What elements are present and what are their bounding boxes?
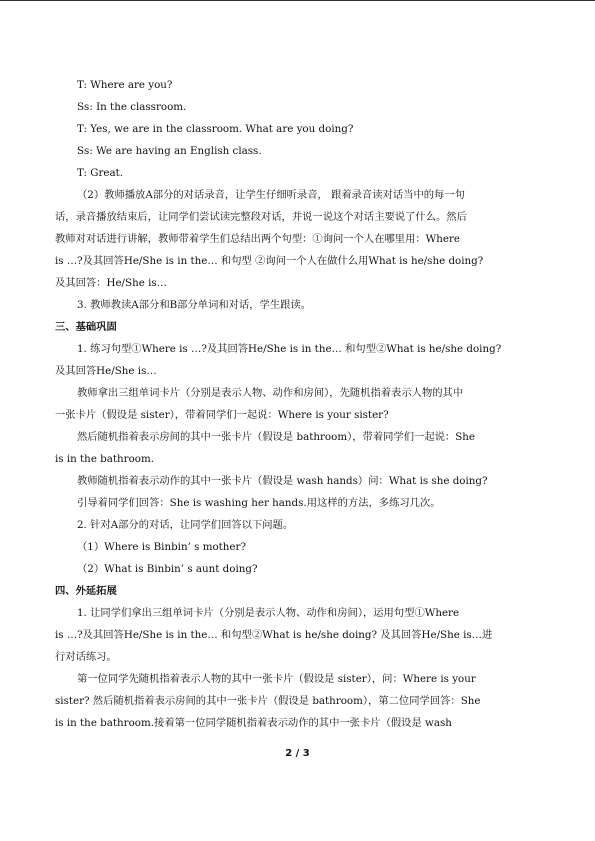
text-line: 教师随机指着表示动作的其中一张卡片（假设是 wash hands）问：What is she doing? [77,475,488,487]
text-line: （2）What is Binbin’ s aunt doing? [77,563,258,575]
text-line: is …?及其回答He/She is in the… 和句型②What is he/she doing? 及其回答He/She is…进 [55,629,493,641]
text-line: is …?及其回答He/She is in the… 和句型 ②询问一个人在做什么用What is he/she doing? [55,255,484,267]
text-line: 行对话练习。 [55,651,117,663]
text-line: 话，录音播放结束后，让同学们尝试读完整段对话，并说一说这个对话主要说了什么。然后 [55,211,467,223]
section-heading: 四、外延拓展 [55,585,117,597]
text-line: T: Great. [77,167,124,179]
text-line: sister? 然后随机指着表示房间的其中一张卡片（假设是 bathroom），第二位同学回答：She [55,695,481,707]
text-line: 然后随机指着表示房间的其中一张卡片（假设是 bathroom），带着同学们一起说：She [77,431,475,443]
text-line: 1. 练习句型①Where is …?及其回答He/She is in the… 和句型②What is he/she doing? [77,343,502,355]
section-heading: 三、基础巩固 [55,321,117,333]
text-line: （2）教师播放A部分的对话录音，让学生仔细听录音， 跟着录音读对话当中的每一句 [77,189,465,201]
text-line: is in the bathroom.接着第一位同学随机指着表示动作的其中一张卡片（假设是 wash [55,717,452,729]
page-top-border [0,0,595,1]
text-line: Ss: We are having an English class. [77,145,262,157]
text-line: 一张卡片（假设是 sister），带着同学们一起说：Where is your sister? [55,409,389,421]
text-line: 及其回答：He/She is… [55,277,167,289]
text-line: （1）Where is Binbin’ s mother? [77,541,246,553]
text-line: 教师拿出三组单词卡片（分别是表示人物、动作和房间），先随机指着表示人物的其中 [77,387,464,399]
text-line: 第一位同学先随机指着表示人物的其中一张卡片（假设是 sister），问：Where is your [77,673,476,685]
text-line: 3. 教师教读A部分和B部分单词和对话，学生跟读。 [77,299,312,311]
text-line: T: Where are you? [77,79,173,91]
page-number: 2 / 3 [285,748,310,759]
text-line: 2. 针对A部分的对话，让同学们回答以下问题。 [77,519,294,531]
text-line: is in the bathroom. [55,453,155,465]
page-body [55,78,545,730]
text-line: Ss: In the classroom. [77,101,187,113]
text-line: T: Yes, we are in the classroom. What are you doing? [77,123,354,135]
text-line: 1. 让同学们拿出三组单词卡片（分别是表示人物、动作和房间），运用句型①Where [77,607,460,619]
text-line: 引导着同学们回答：She is washing her hands.用这样的方法，多练习几次。 [77,497,441,509]
text-line: 教师对对话进行讲解，教师带着学生们总结出两个句型：①询问一个人在哪里用：Where [55,233,461,245]
text-line: 及其回答He/She is… [55,365,157,377]
